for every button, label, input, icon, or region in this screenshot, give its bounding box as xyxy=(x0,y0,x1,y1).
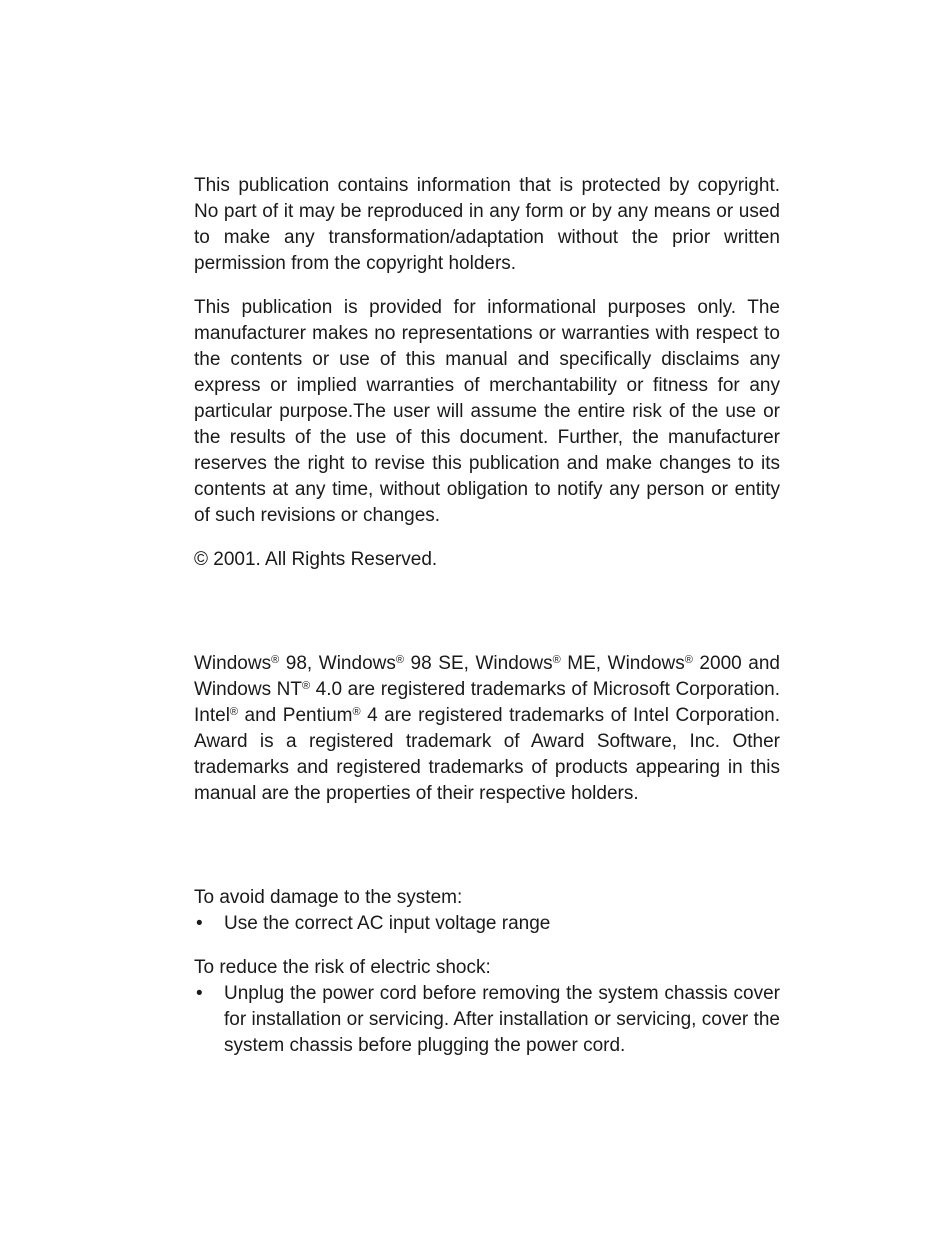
bullet-icon: • xyxy=(196,983,203,1004)
registered-mark: ® xyxy=(352,706,361,718)
shock-heading: To reduce the risk of electric shock: xyxy=(194,957,491,978)
trademark-text: 4 are registered trademarks of Intel Corporation. Award is a registered trademark of Award Software, Inc. Other trademarks and registered trademarks of products appearing in this manual are the properties of their respective holders. xyxy=(194,705,781,804)
trademarks-paragraph xyxy=(194,651,780,807)
damage-heading: To avoid damage to the system: xyxy=(194,887,463,908)
safety-section xyxy=(194,885,780,1059)
trademark-windows-nt: Windows NT xyxy=(194,679,302,700)
bullet-icon: • xyxy=(196,913,203,934)
shock-list xyxy=(194,981,780,1059)
trademark-windows: Windows xyxy=(475,653,553,674)
registered-mark: ® xyxy=(552,654,561,666)
document-page xyxy=(194,173,780,1059)
list-item-text: Use the correct AC input voltage range xyxy=(224,913,551,934)
list-item xyxy=(194,911,780,937)
trademark-pentium: Pentium xyxy=(282,705,353,726)
trademark-text: 4.0 are registered trademarks of Microsoft Corporation. xyxy=(310,679,780,700)
registered-mark: ® xyxy=(271,654,280,666)
trademark-windows: Windows xyxy=(607,653,685,674)
list-item xyxy=(194,981,780,1059)
trademark-text: and xyxy=(238,705,283,726)
registered-mark: ® xyxy=(684,654,693,666)
trademark-intel: Intel xyxy=(194,705,230,726)
trademark-windows: Windows xyxy=(318,653,396,674)
trademark-text: ME, xyxy=(560,653,608,674)
trademark-text: 2000 and xyxy=(692,653,780,674)
list-item-text: Unplug the power cord before removing the system chassis cover for installation or servicing. After installation or servicing, cover the system chassis before plugging the power cord. xyxy=(224,983,780,1056)
registered-mark: ® xyxy=(229,706,239,718)
trademark-windows: Windows xyxy=(194,653,272,674)
registered-mark: ® xyxy=(395,654,404,666)
registered-mark: ® xyxy=(301,680,311,692)
damage-list xyxy=(194,911,780,937)
rights-reserved: © 2001. All Rights Reserved. xyxy=(194,549,438,570)
disclaimer-paragraph: This publication is provided for informational purposes only. The manufacturer makes no representations or warranties with respect to the contents or use of this manual and specifically disclaims any express or implied warranties of merchantability or fitness for any particular purpose.The user will assume the entire risk of the use or the results of the use of this document. Further, the manufacturer reserves the right to revise this publication and make changes to its contents at any time, without obligation to notify any person or entity of such revisions or changes. xyxy=(194,297,780,526)
copyright-notice: This publication contains information that is protected by copyright. No part of it may be reproduced in any form or by any means or used to make any transformation/adaptation without the prior written permission from the copyright holders. xyxy=(194,175,780,274)
trademark-text: 98, xyxy=(279,653,319,674)
trademark-text: 98 SE, xyxy=(403,653,476,674)
